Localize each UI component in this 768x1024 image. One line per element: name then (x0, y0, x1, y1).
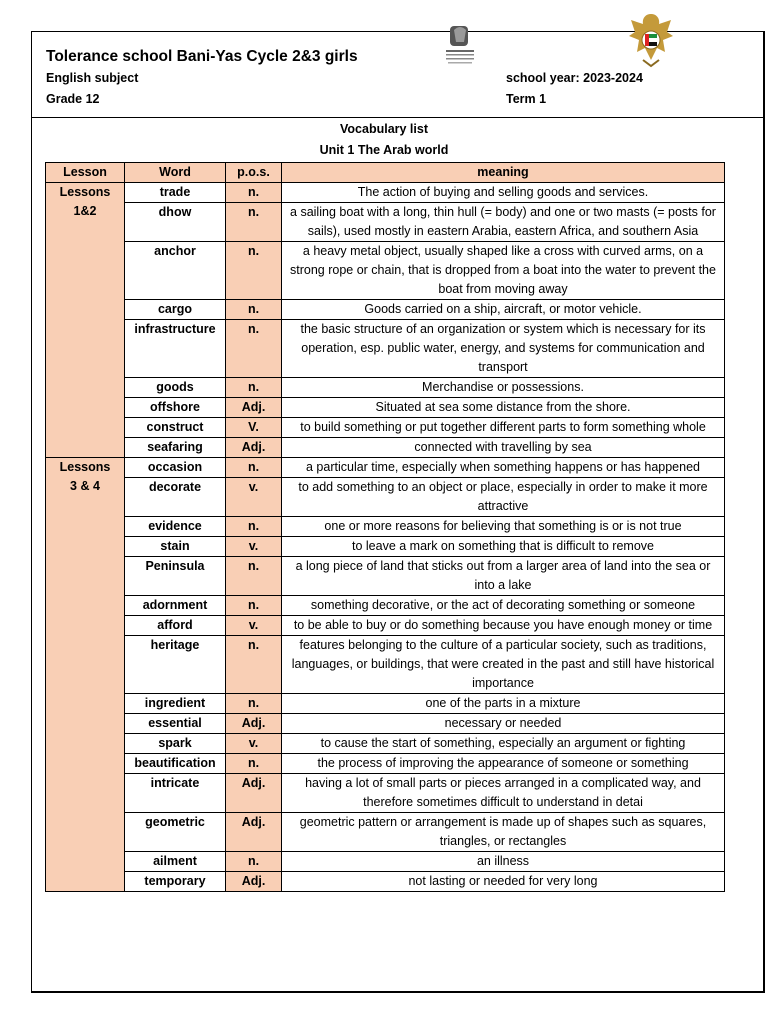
word-cell: Peninsula (125, 557, 226, 596)
table-row (46, 537, 725, 557)
meaning-cell: having a lot of small parts or pieces arranged in a complicated way, and therefore sometimes difficult to understand in detai (282, 774, 725, 813)
table-row (46, 300, 725, 320)
pos-cell: v. (226, 734, 282, 754)
table-row (46, 242, 725, 300)
unit-title: Unit 1 The Arab world (319, 143, 449, 157)
table-row (46, 418, 725, 438)
lesson-cell (46, 458, 125, 892)
word-cell: construct (125, 418, 226, 438)
meaning-cell: geometric pattern or arrangement is made up of shapes such as squares, triangles, or rectangles (282, 813, 725, 852)
word-cell: anchor (125, 242, 226, 300)
table-header-row (46, 163, 725, 183)
table-row (46, 616, 725, 636)
header-meaning: meaning (282, 163, 725, 183)
school-title: Tolerance school Bani-Yas Cycle 2&3 girls (46, 48, 358, 65)
pos-cell: Adj. (226, 438, 282, 458)
meaning-cell: a long piece of land that sticks out from a larger area of land into the sea or into a lake (282, 557, 725, 596)
word-cell: infrastructure (125, 320, 226, 378)
word-cell: occasion (125, 458, 226, 478)
meaning-cell: the process of improving the appearance of someone or something (282, 754, 725, 774)
pos-cell: Adj. (226, 872, 282, 892)
word-cell: goods (125, 378, 226, 398)
subject-label: English subject (46, 71, 139, 85)
pos-cell: n. (226, 183, 282, 203)
meaning-cell: not lasting or needed for very long (282, 872, 725, 892)
word-cell: offshore (125, 398, 226, 418)
pos-cell: Adj. (226, 813, 282, 852)
meaning-cell: to leave a mark on something that is difficult to remove (282, 537, 725, 557)
lesson-label: Lessons (59, 460, 111, 474)
header-word: Word (125, 163, 226, 183)
word-cell: heritage (125, 636, 226, 694)
table-row (46, 378, 725, 398)
vocabulary-list-title: Vocabulary list (340, 122, 428, 136)
school-logo-icon (440, 20, 480, 70)
table-row (46, 636, 725, 694)
pos-cell: n. (226, 557, 282, 596)
pos-cell: v. (226, 616, 282, 636)
meaning-cell: a heavy metal object, usually shaped like a cross with curved arms, on a strong rope or chain, that is dropped from a boat into the water to prevent the boat from moving away (282, 242, 725, 300)
table-body (46, 183, 725, 892)
word-cell: ingredient (125, 694, 226, 714)
meaning-cell: The action of buying and selling goods and services. (282, 183, 725, 203)
pos-cell: V. (226, 418, 282, 438)
meaning-cell: Goods carried on a ship, aircraft, or motor vehicle. (282, 300, 725, 320)
table-row (46, 183, 725, 203)
word-cell: adornment (125, 596, 226, 616)
meaning-cell: to cause the start of something, especially an argument or fighting (282, 734, 725, 754)
table-row (46, 813, 725, 852)
table-row (46, 596, 725, 616)
word-cell: ailment (125, 852, 226, 872)
table-row (46, 557, 725, 596)
meaning-cell: Merchandise or possessions. (282, 378, 725, 398)
word-cell: geometric (125, 813, 226, 852)
table-row (46, 872, 725, 892)
pos-cell: n. (226, 242, 282, 300)
meaning-cell: one or more reasons for believing that something is or is not true (282, 517, 725, 537)
table-row (46, 734, 725, 754)
pos-cell: n. (226, 754, 282, 774)
word-cell: evidence (125, 517, 226, 537)
header-divider (31, 117, 765, 118)
table-row (46, 203, 725, 242)
table-row (46, 852, 725, 872)
meaning-cell: an illness (282, 852, 725, 872)
word-cell: decorate (125, 478, 226, 517)
word-cell: stain (125, 537, 226, 557)
term-label: Term 1 (506, 92, 547, 106)
meaning-cell: one of the parts in a mixture (282, 694, 725, 714)
meaning-cell: the basic structure of an organization or system which is necessary for its operation, esp. public water, energy, and systems for communication and transport (282, 320, 725, 378)
meaning-cell: to add something to an object or place, especially in order to make it more attractive (282, 478, 725, 517)
lesson-number: 3 & 4 (70, 479, 100, 493)
meaning-cell: Situated at sea some distance from the shore. (282, 398, 725, 418)
pos-cell: n. (226, 517, 282, 537)
word-cell: trade (125, 183, 226, 203)
pos-cell: n. (226, 203, 282, 242)
meaning-cell: connected with travelling by sea (282, 438, 725, 458)
pos-cell: Adj. (226, 774, 282, 813)
pos-cell: n. (226, 320, 282, 378)
lesson-label: Lessons (59, 185, 111, 199)
pos-cell: n. (226, 458, 282, 478)
uae-emblem-icon (625, 10, 677, 70)
word-cell: seafaring (125, 438, 226, 458)
word-cell: temporary (125, 872, 226, 892)
meaning-cell: to build something or put together different parts to form something whole (282, 418, 725, 438)
table-row (46, 774, 725, 813)
table-row (46, 517, 725, 537)
table-row (46, 694, 725, 714)
pos-cell: n. (226, 378, 282, 398)
table-row (46, 714, 725, 734)
word-cell: essential (125, 714, 226, 734)
word-cell: beautification (125, 754, 226, 774)
table-row (46, 398, 725, 418)
word-cell: dhow (125, 203, 226, 242)
pos-cell: n. (226, 300, 282, 320)
word-cell: afford (125, 616, 226, 636)
pos-cell: n. (226, 596, 282, 616)
word-cell: cargo (125, 300, 226, 320)
pos-cell: Adj. (226, 398, 282, 418)
meaning-cell: necessary or needed (282, 714, 725, 734)
meaning-cell: something decorative, or the act of decorating something or someone (282, 596, 725, 616)
table-row (46, 320, 725, 378)
header-lesson: Lesson (46, 163, 125, 183)
pos-cell: n. (226, 636, 282, 694)
word-cell: spark (125, 734, 226, 754)
table-row (46, 458, 725, 478)
lesson-number: 1&2 (73, 204, 97, 218)
lesson-cell (46, 183, 125, 458)
meaning-cell: features belonging to the culture of a particular society, such as traditions, languages, or buildings, that were created in the past and still have historical importance (282, 636, 725, 694)
table-row (46, 478, 725, 517)
vocabulary-table (45, 162, 725, 892)
pos-cell: n. (226, 694, 282, 714)
meaning-cell: a sailing boat with a long, thin hull (= body) and one or two masts (= posts for sails), used mostly in eastern Arabia, eastern Africa, and southern Asia (282, 203, 725, 242)
word-cell: intricate (125, 774, 226, 813)
grade-label: Grade 12 (46, 92, 100, 106)
meaning-cell: a particular time, especially when something happens or has happened (282, 458, 725, 478)
table-row (46, 754, 725, 774)
school-year-label: school year: 2023-2024 (506, 71, 643, 85)
pos-cell: Adj. (226, 714, 282, 734)
pos-cell: v. (226, 537, 282, 557)
meaning-cell: to be able to buy or do something because you have enough money or time (282, 616, 725, 636)
pos-cell: v. (226, 478, 282, 517)
header-pos: p.o.s. (226, 163, 282, 183)
pos-cell: n. (226, 852, 282, 872)
table-row (46, 438, 725, 458)
